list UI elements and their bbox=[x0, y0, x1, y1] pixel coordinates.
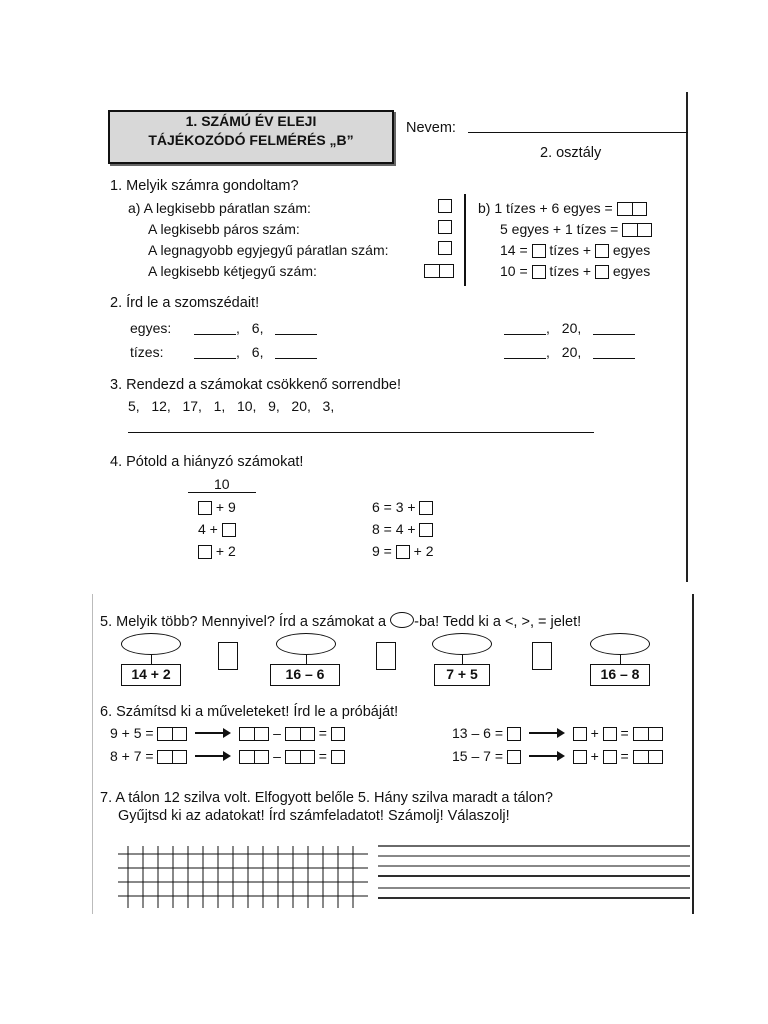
q6-left-row-2 bbox=[110, 748, 345, 764]
answer-box[interactable] bbox=[222, 523, 236, 537]
answer-blank[interactable] bbox=[275, 346, 317, 359]
answer-blank[interactable] bbox=[593, 346, 635, 359]
q1-b-line-1 bbox=[478, 200, 647, 216]
q4-left-2-text: 4 + bbox=[198, 521, 218, 537]
q4-right-3b-text: + 2 bbox=[413, 543, 434, 559]
q6-expr: 15 – 7 = bbox=[452, 748, 503, 764]
q2-row-2-right bbox=[504, 344, 635, 360]
answer-box[interactable] bbox=[331, 750, 345, 764]
answer-box[interactable] bbox=[603, 727, 617, 741]
answer-box[interactable] bbox=[603, 750, 617, 764]
answer-blank[interactable] bbox=[504, 346, 546, 359]
q6-expr: 13 – 6 = bbox=[452, 725, 503, 741]
answer-blank[interactable] bbox=[593, 322, 635, 335]
arrow-right-icon bbox=[529, 727, 565, 739]
answer-box[interactable] bbox=[532, 244, 546, 258]
scan-edge-right-bottom bbox=[692, 594, 694, 914]
comma: , bbox=[236, 344, 240, 360]
oval-icon bbox=[390, 612, 414, 628]
title-box bbox=[108, 110, 394, 164]
minus-sign: – bbox=[273, 748, 281, 764]
answer-blank[interactable] bbox=[194, 346, 236, 359]
answer-double-box[interactable] bbox=[424, 264, 454, 278]
q1-b-text-3c: egyes bbox=[612, 242, 651, 258]
q6-right-row-2 bbox=[452, 748, 663, 764]
comparison-box[interactable] bbox=[218, 642, 238, 670]
answer-box[interactable] bbox=[331, 727, 345, 741]
q2-num: 6, bbox=[251, 320, 264, 336]
q4-left-1-text: + 9 bbox=[215, 499, 236, 515]
q2-num: 20, bbox=[561, 344, 582, 360]
q4-top-number: 10 bbox=[214, 476, 230, 492]
q2-num: 6, bbox=[251, 344, 264, 360]
q6-left-row-1 bbox=[110, 725, 345, 741]
q4-left-3 bbox=[198, 543, 236, 559]
answer-double-box[interactable] bbox=[622, 223, 652, 237]
scan-edge-left-bottom bbox=[92, 594, 93, 914]
answer-box[interactable] bbox=[573, 750, 587, 764]
equals-sign: = bbox=[318, 725, 327, 741]
q2-row-2-left bbox=[194, 344, 317, 360]
q2-row-1-label: egyes: bbox=[130, 320, 172, 336]
answer-box[interactable] bbox=[507, 750, 521, 764]
answer-double-box[interactable] bbox=[157, 727, 187, 741]
arrow-right-icon bbox=[195, 727, 231, 739]
arrow-right-icon bbox=[529, 750, 565, 762]
q1-b-line-2 bbox=[500, 221, 652, 237]
q7-line-2: Gyűjtsd ki az adatokat! Írd számfeladatot! Számolj! Válaszolj! bbox=[118, 808, 510, 824]
q5-prompt bbox=[100, 612, 581, 630]
q1-prompt: 1. Melyik számra gondoltam? bbox=[110, 178, 299, 194]
answer-double-box[interactable] bbox=[157, 750, 187, 764]
q4-right-1 bbox=[372, 499, 433, 515]
expression-box: 16 – 8 bbox=[590, 664, 650, 686]
answer-box[interactable] bbox=[419, 501, 433, 515]
name-label: Nevem: bbox=[406, 120, 456, 136]
answer-box[interactable] bbox=[595, 265, 609, 279]
answer-blank[interactable] bbox=[504, 322, 546, 335]
q1-a-item-3: A legnagyobb egyjegyű páratlan szám: bbox=[148, 242, 389, 258]
q4-left-1 bbox=[198, 499, 236, 515]
answer-blank[interactable] bbox=[275, 322, 317, 335]
q6-expr: 9 + 5 = bbox=[110, 725, 154, 741]
q2-row-2-label: tízes: bbox=[130, 344, 164, 360]
q4-fraction-bar bbox=[188, 492, 256, 493]
q1-b-line-4 bbox=[500, 263, 650, 279]
q1-a-item-2: A legkisebb páros szám: bbox=[148, 221, 300, 237]
q3-prompt: 3. Rendezd a számokat csökkenő sorrendbe! bbox=[110, 377, 401, 393]
comparison-box[interactable] bbox=[376, 642, 396, 670]
q5-prompt-a: 5. Melyik több? Mennyivel? Írd a számokat a bbox=[100, 614, 387, 630]
equals-sign: = bbox=[318, 748, 327, 764]
answer-oval[interactable] bbox=[432, 633, 492, 655]
answer-box[interactable] bbox=[507, 727, 521, 741]
comma: , bbox=[546, 320, 550, 336]
answer-double-box[interactable] bbox=[239, 727, 269, 741]
answer-blank[interactable] bbox=[194, 322, 236, 335]
q1-b-text-3a: 14 = bbox=[500, 242, 528, 258]
q1-b-text-4a: 10 = bbox=[500, 263, 528, 279]
comma: , bbox=[546, 344, 550, 360]
comparison-box[interactable] bbox=[532, 642, 552, 670]
q4-right-3a-text: 9 = bbox=[372, 543, 392, 559]
answer-double-box[interactable] bbox=[617, 202, 647, 216]
equals-sign: = bbox=[620, 725, 629, 741]
writing-lines[interactable] bbox=[378, 842, 690, 904]
q1-a-item-1: a) A legkisebb páratlan szám: bbox=[128, 200, 311, 216]
name-line[interactable] bbox=[468, 132, 688, 133]
equals-sign: = bbox=[620, 748, 629, 764]
q4-right-1-text: 6 = 3 + bbox=[372, 499, 416, 515]
title-line-2: TÁJÉKOZÓDÓ FELMÉRÉS „B” bbox=[148, 132, 354, 148]
q1-b-text-3b: tízes + bbox=[549, 242, 592, 258]
q2-prompt: 2. Írd le a szomszédait! bbox=[110, 295, 260, 311]
answer-box[interactable] bbox=[396, 545, 410, 559]
q2-row-1-left bbox=[194, 320, 317, 336]
q1-b-text-4c: egyes bbox=[612, 263, 651, 279]
q4-right-2-text: 8 = 4 + bbox=[372, 521, 416, 537]
q4-prompt: 4. Pótold a hiányzó számokat! bbox=[110, 454, 304, 470]
answer-oval[interactable] bbox=[121, 633, 181, 655]
title-line-1: 1. SZÁMÚ ÉV ELEJI bbox=[185, 113, 317, 129]
answer-oval[interactable] bbox=[590, 633, 650, 655]
plus-sign: + bbox=[590, 725, 599, 741]
scan-edge-right-top bbox=[686, 92, 688, 582]
answer-double-box[interactable] bbox=[285, 750, 315, 764]
q1-b-line-3 bbox=[500, 242, 650, 258]
q6-prompt: 6. Számítsd ki a műveleteket! Írd le a próbáját! bbox=[100, 704, 399, 720]
answer-box[interactable] bbox=[198, 545, 212, 559]
q4-right-2 bbox=[372, 521, 433, 537]
answer-box[interactable] bbox=[573, 727, 587, 741]
answer-oval[interactable] bbox=[276, 633, 336, 655]
answer-box[interactable] bbox=[438, 220, 452, 234]
answer-box[interactable] bbox=[198, 501, 212, 515]
answer-double-box[interactable] bbox=[239, 750, 269, 764]
q6-expr: 8 + 7 = bbox=[110, 748, 154, 764]
q6-right-row-1 bbox=[452, 725, 663, 741]
plus-sign: + bbox=[590, 748, 599, 764]
q1-b-text-4b: tízes + bbox=[549, 263, 592, 279]
answer-double-box[interactable] bbox=[633, 750, 663, 764]
q4-right-3 bbox=[372, 543, 434, 559]
q5-prompt-b: -ba! Tedd ki a <, >, = jelet! bbox=[414, 614, 582, 630]
expression-box: 7 + 5 bbox=[434, 664, 490, 686]
q1-b-text-1: b) 1 tízes + 6 egyes = bbox=[478, 200, 613, 216]
expression-box: 16 – 6 bbox=[270, 664, 340, 686]
q1-divider bbox=[464, 194, 466, 286]
answer-box[interactable] bbox=[532, 265, 546, 279]
q7-line-1: 7. A tálon 12 szilva volt. Elfogyott belőle 5. Hány szilva maradt a tálon? bbox=[100, 790, 553, 806]
q1-a-item-4: A legkisebb kétjegyű szám: bbox=[148, 263, 317, 279]
answer-box[interactable] bbox=[595, 244, 609, 258]
arrow-right-icon bbox=[195, 750, 231, 762]
expression-box: 14 + 2 bbox=[121, 664, 181, 686]
q3-numbers: 5, 12, 17, 1, 10, 9, 20, 3, bbox=[128, 398, 335, 414]
q2-num: 20, bbox=[561, 320, 582, 336]
q1-b-text-2: 5 egyes + 1 tízes = bbox=[500, 221, 619, 237]
q2-row-1-right bbox=[504, 320, 635, 336]
q3-answer-line[interactable] bbox=[128, 432, 594, 433]
comma: , bbox=[236, 320, 240, 336]
answer-double-box[interactable] bbox=[285, 727, 315, 741]
q4-left-3-text: + 2 bbox=[215, 543, 236, 559]
answer-box[interactable] bbox=[438, 241, 452, 255]
answer-box[interactable] bbox=[419, 523, 433, 537]
q4-left-2 bbox=[198, 521, 236, 537]
answer-box[interactable] bbox=[438, 199, 452, 213]
class-label: 2. osztály bbox=[540, 145, 602, 161]
grid-area[interactable] bbox=[118, 846, 368, 908]
minus-sign: – bbox=[273, 725, 281, 741]
answer-double-box[interactable] bbox=[633, 727, 663, 741]
